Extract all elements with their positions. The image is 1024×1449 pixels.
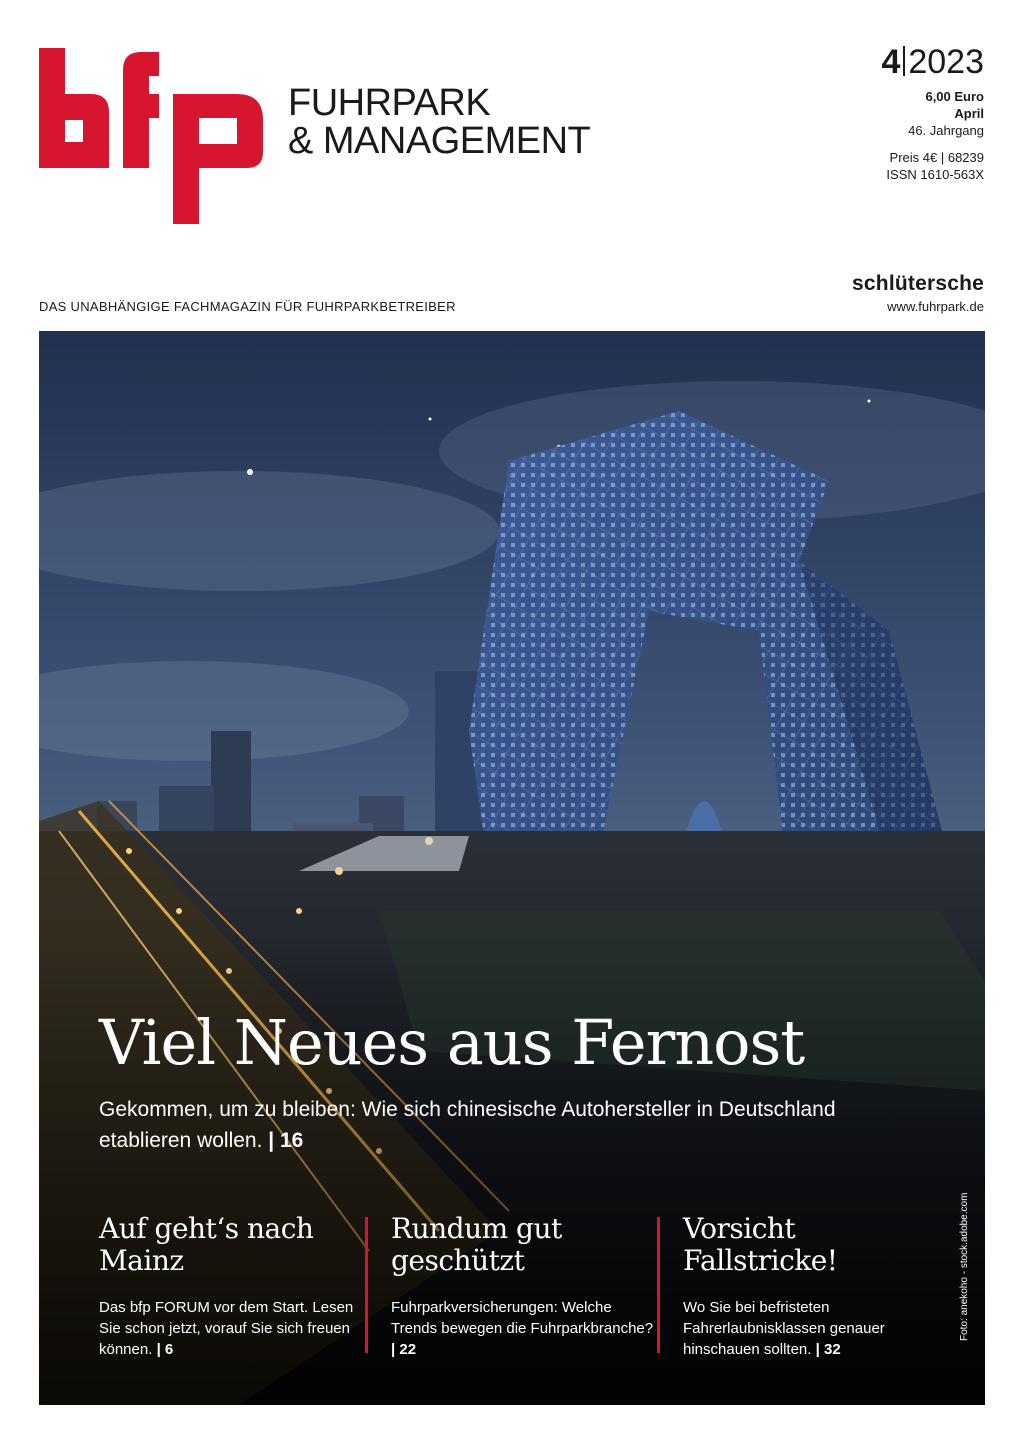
teaser-title: Vorsicht Fallstricke! bbox=[683, 1212, 838, 1277]
issue-month: April bbox=[954, 106, 984, 121]
magazine-title bbox=[288, 84, 590, 160]
teaser-divider bbox=[365, 1217, 368, 1353]
teaser-license[interactable] bbox=[683, 1213, 953, 1360]
issue-price: 6,00 Euro bbox=[925, 89, 984, 104]
cover-subhead-text: Gekommen, um zu bleiben: Wie sich chinesische Autohersteller in Deutschland etablieren wollen. bbox=[99, 1098, 836, 1152]
teaser-page: | 6 bbox=[156, 1341, 174, 1358]
issue-volume: 46. Jahrgang bbox=[908, 123, 984, 138]
teaser-page: | 32 bbox=[815, 1341, 841, 1358]
teaser-title: Auf geht‘s nach Mainz bbox=[99, 1212, 314, 1277]
teaser-title: Rundum gut geschützt bbox=[391, 1212, 562, 1277]
cover-photo bbox=[39, 331, 985, 1405]
teaser-text: Fuhrparkversicherungen: Welche Trends bewegen die Fuhrparkbranche? bbox=[391, 1299, 654, 1337]
issn: ISSN 1610-563X bbox=[886, 167, 984, 182]
teaser-text: Das bfp FORUM vor dem Start. Lesen Sie schon jetzt, vorauf Sie sich freuen können. bbox=[99, 1299, 354, 1358]
teaser-forum[interactable] bbox=[99, 1213, 369, 1360]
teaser-page: | 22 bbox=[391, 1341, 417, 1358]
cover-subhead bbox=[99, 1094, 879, 1156]
issue-codes bbox=[881, 149, 984, 183]
tagline: DAS UNABHÄNGIGE FACHMAGAZIN FÜR FUHRPARKBETREIBER bbox=[39, 299, 456, 314]
publisher-name: schlütersche bbox=[852, 272, 984, 295]
website-link[interactable]: www.fuhrpark.de bbox=[887, 299, 984, 314]
price-code: Preis 4€ | 68239 bbox=[889, 150, 984, 165]
bfp-logo-mark bbox=[39, 48, 269, 226]
issue-separator bbox=[903, 46, 905, 76]
magazine-title-line2: & MANAGEMENT bbox=[288, 120, 591, 162]
issue-meta bbox=[881, 88, 984, 139]
teaser-insurance[interactable] bbox=[391, 1213, 661, 1360]
teaser-text: Wo Sie bei befristeten Fahrerlaubnisklassen genauer hinschauen sollten. bbox=[683, 1299, 885, 1358]
issue-number-value: 4 bbox=[881, 43, 901, 81]
issue-number bbox=[881, 44, 984, 80]
cover-subhead-page: | 16 bbox=[268, 1129, 304, 1152]
magazine-title-line1: FUHRPARK bbox=[288, 82, 491, 124]
issue-year: 2023 bbox=[908, 43, 984, 81]
teaser-body bbox=[99, 1297, 369, 1360]
photo-credit: Foto: anekoho - stock.adobe.com bbox=[959, 1192, 970, 1341]
cover-headline: Viel Neues aus Fernost bbox=[99, 1006, 805, 1079]
bfp-logo bbox=[39, 48, 269, 226]
issue-info bbox=[881, 44, 984, 183]
teaser-body bbox=[683, 1297, 953, 1360]
teaser-body bbox=[391, 1297, 661, 1360]
teaser-divider bbox=[657, 1217, 660, 1353]
